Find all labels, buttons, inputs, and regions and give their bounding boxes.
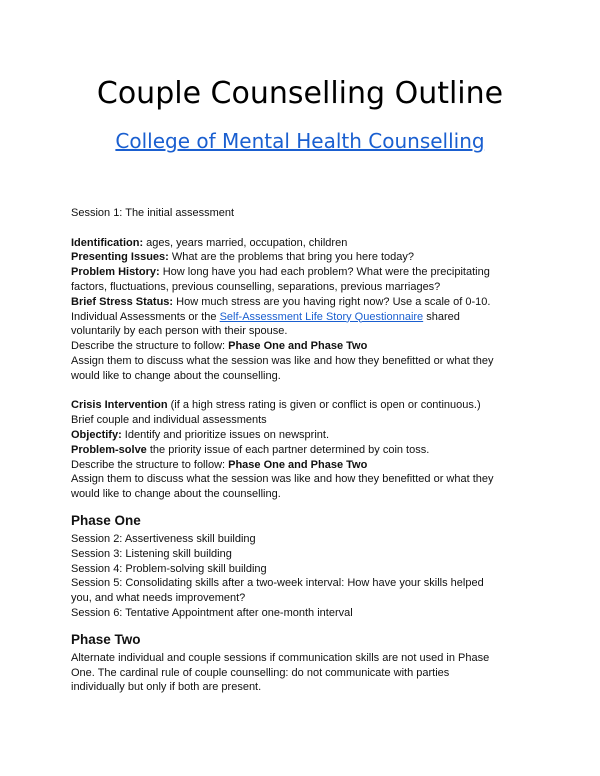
phase-one-item: Session 6: Tentative Appointment after one-month interval [71, 606, 353, 619]
page-title: Couple Counselling Outline [96, 76, 504, 111]
stress-line: Brief Stress Status: How much stress are you having right now? Use a scale of 0-10. [71, 295, 491, 308]
questionnaire-link[interactable]: Self-Assessment Life Story Questionnaire [219, 310, 424, 323]
session1-heading: Session 1: The initial assessment [71, 207, 235, 219]
crisis-assign-line-2: would like to change about the counselling. [71, 488, 281, 501]
brief-assessment-line: Brief couple and individual assessments [71, 414, 267, 427]
assign-line-2: would like to change about the counselling. [71, 369, 281, 382]
phase-one-heading: Phase One [71, 512, 141, 528]
phase-one-item: Session 5: Consolidating skills after a two-week interval: How have your skills helped [71, 577, 484, 590]
history-line: Problem History: How long have you had each problem? What were the precipitating [71, 266, 490, 279]
phase-one-item: you, and what needs improvement? [71, 592, 246, 605]
phase-two-line: One. The cardinal rule of couple counselling: do not communicate with parties [71, 666, 450, 679]
problem-solve-line: Problem-solve the priority issue of each partner determined by coin toss. [71, 443, 430, 456]
identification-line: Identification: ages, years married, occupation, children [71, 236, 348, 249]
phase-two-heading: Phase Two [71, 631, 141, 647]
phase-one-item: Session 3: Listening skill building [71, 547, 232, 560]
assign-line: Assign them to discuss what the session was like and how they benefitted or what they [71, 354, 494, 367]
assessment-line: Individual Assessments or the Self-Assessment Life Story Questionnaire shared [71, 310, 460, 323]
phase-two-line: Alternate individual and couple sessions if communication skills are not used in Phase [71, 651, 490, 664]
crisis-line: Crisis Intervention (if a high stress rating is given or conflict is open or continuous.) [71, 399, 481, 412]
history-line-2: factors, fluctuations, previous counselling, separations, previous marriages? [71, 280, 441, 293]
structure-line: Describe the structure to follow: Phase One and Phase Two [71, 340, 368, 353]
page-subtitle [0, 126, 600, 156]
college-link[interactable]: College of Mental Health Counselling [115, 129, 485, 153]
document-body [71, 206, 546, 695]
phase-two-line: individually but only if both are present. [71, 681, 262, 694]
presenting-line: Presenting Issues: What are the problems that bring you here today? [71, 251, 415, 264]
assessment-line-2: voluntarily by each person with their spouse. [71, 325, 288, 338]
phase-one-item: Session 2: Assertiveness skill building [71, 532, 256, 545]
crisis-assign-line: Assign them to discuss what the session was like and how they benefitted or what they [71, 473, 494, 486]
objectify-line: Objectify: Identify and prioritize issues on newsprint. [71, 428, 330, 441]
crisis-structure-line: Describe the structure to follow: Phase One and Phase Two [71, 458, 368, 471]
phase-one-item: Session 4: Problem-solving skill building [71, 562, 267, 575]
